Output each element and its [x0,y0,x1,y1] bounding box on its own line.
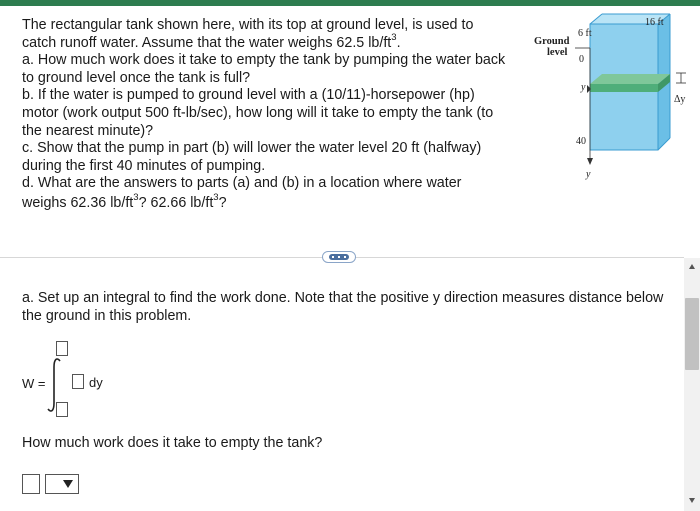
delta-y-label: Δy [674,94,686,105]
y-label: y [581,82,586,93]
scrollbar[interactable] [684,258,700,511]
chevron-down-icon [63,480,73,488]
problem-text: . [396,34,401,51]
problem-text: catch runoff water. Assume that the water weighs 62.5 lb/ft [22,34,392,51]
part-a-text: to ground level once the tank is full? [22,69,251,86]
scroll-thumb[interactable] [685,298,699,370]
work-answer-input[interactable] [22,474,40,494]
part-b-text: the nearest minute)? [22,122,154,139]
dy-label: dy [89,375,103,390]
problem-text: weighs 62.36 lb/ft [22,194,134,211]
problem-line [22,31,522,53]
forty-label: 40 [576,136,586,147]
width-label: 16 ft [645,17,664,28]
part-c-text: c. Show that the pump in part (b) will lower the water level 20 ft (halfway) [22,140,482,157]
lower-limit-input[interactable] [56,402,68,417]
ellipsis-icon [329,254,349,260]
scroll-up-icon[interactable] [689,264,695,269]
scroll-down-icon[interactable] [689,498,695,503]
work-question: How much work does it take to empty the tank? [22,435,323,451]
integrand-input[interactable] [72,374,84,389]
depth-label: 6 ft [578,28,592,39]
superscript: 3 [213,192,219,204]
part-c-text: during the first 40 minutes of pumping. [22,157,266,174]
work-integral-equation [22,338,222,428]
problem-text: ? 62.66 lb/ft [138,194,214,211]
superscript: 3 [133,192,139,204]
part-d-text [22,192,522,213]
problem-statement [22,17,522,213]
level-label: level [547,47,568,58]
part-b-text: motor (work output 500 ft-lb/sec), how long will it take to empty the tank (to [22,104,494,121]
part-a-instruction: a. Set up an integral to find the work done. Note that the positive y direction measures distance below the ground in this problem. [22,290,664,324]
water-slab-top [590,74,670,84]
expand-more-button[interactable] [322,251,356,263]
tank-figure [528,10,700,190]
zero-label: 0 [579,54,584,65]
upper-limit-input[interactable] [56,341,68,356]
water-slab-front [590,84,658,92]
part-a-text: a. How much work does it take to empty the tank by pumping the water back [22,52,506,69]
y-axis-label: y [586,169,591,180]
part-b-text: b. If the water is pumped to ground level with a (10/11)-horsepower (hp) [22,87,475,104]
problem-text: ? [218,194,227,211]
ground-label: Ground [534,36,570,47]
top-accent-bar [0,0,700,6]
w-label: W = [22,376,46,391]
y-axis-arrowhead [587,158,593,165]
part-d-text: d. What are the answers to parts (a) and (b) in a location where water [22,175,462,192]
units-dropdown[interactable] [45,474,79,494]
problem-line: The rectangular tank shown here, with its top at ground level, is used to [22,17,474,33]
superscript: 3 [391,31,397,43]
